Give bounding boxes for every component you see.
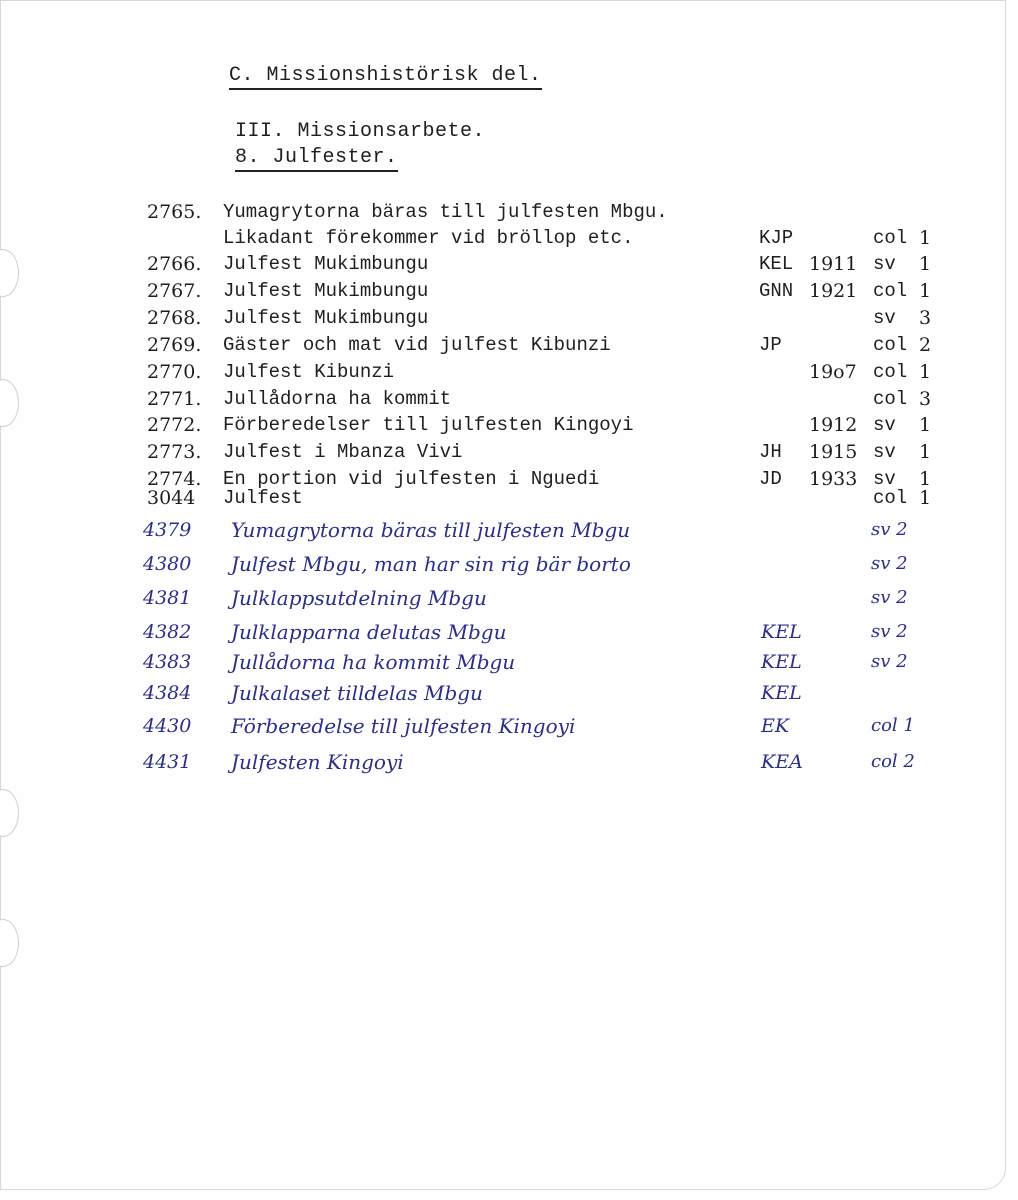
entry-language: col <box>873 361 908 383</box>
handwritten-signature: KEL <box>761 682 802 704</box>
entry-text: Julfest Kibunzi <box>223 361 395 383</box>
handwritten-text: Julklapparna delutas Mbgu <box>231 620 507 644</box>
entry-year: 1911 <box>809 253 858 275</box>
section-heading: C. Missionshistörisk del. <box>229 65 542 90</box>
entry-count: 1 <box>919 361 932 383</box>
handwritten-code: sv 2 <box>871 651 908 672</box>
handwritten-number: 4430 <box>143 715 192 737</box>
handwritten-code: sv 2 <box>871 621 908 642</box>
handwritten-code: sv 2 <box>871 553 908 574</box>
handwritten-row <box>1 709 1007 743</box>
entry-year: 1915 <box>809 441 858 463</box>
entry-count: 1 <box>919 441 932 463</box>
entry-language: col <box>873 280 908 302</box>
entry-number: 2769. <box>147 334 202 356</box>
entry-count: 1 <box>919 253 932 275</box>
entry-language: sv <box>873 468 896 490</box>
entry-text: Yumagrytorna bäras till julfesten Mbgu. <box>223 201 668 223</box>
handwritten-row <box>1 745 1007 779</box>
entry-number: 2765. <box>147 201 202 223</box>
entry-count: 1 <box>919 487 932 509</box>
entry-text: Julfest Mukimbungu <box>223 253 429 275</box>
entry-count: 1 <box>919 414 932 436</box>
entry-number: 2773. <box>147 441 202 463</box>
entry-signature: KJP <box>759 227 794 249</box>
entry-signature: JP <box>759 334 782 356</box>
entry-row <box>1 251 1007 277</box>
entry-language: sv <box>873 253 896 275</box>
handwritten-text: Yumagrytorna bäras till julfesten Mbgu <box>231 518 631 542</box>
handwritten-text: Julkalaset tilldelas Mbgu <box>231 681 483 705</box>
entry-count: 1 <box>919 468 932 490</box>
handwritten-number: 4379 <box>143 519 192 541</box>
entry-row <box>1 305 1007 331</box>
handwritten-code: sv 2 <box>871 519 908 540</box>
entry-text: Julfest Mukimbungu <box>223 307 429 329</box>
handwritten-signature: KEL <box>761 651 802 673</box>
entry-text: Julfest i Mbanza Vivi <box>223 441 463 463</box>
entry-number: 2774. <box>147 468 202 490</box>
entry-number: 3044 <box>147 487 196 509</box>
punch-hole <box>0 919 19 967</box>
handwritten-text: Julklappsutdelning Mbgu <box>231 586 487 610</box>
handwritten-row <box>1 645 1007 679</box>
entry-count: 1 <box>919 227 932 249</box>
handwritten-row <box>1 581 1007 615</box>
entry-count: 1 <box>919 280 932 302</box>
entry-year: 1921 <box>809 280 858 302</box>
entry-signature: JD <box>759 468 782 490</box>
entry-row <box>1 439 1007 465</box>
handwritten-signature: KEL <box>761 621 802 643</box>
entry-language: sv <box>873 414 896 436</box>
entry-text: Likadant förekommer vid bröllop etc. <box>223 227 634 249</box>
entry-year: 19o7 <box>809 361 857 383</box>
handwritten-number: 4431 <box>143 751 192 773</box>
subsection-heading: III. Missionsarbete. <box>235 120 486 143</box>
entry-count: 3 <box>919 307 932 329</box>
handwritten-code: col 2 <box>871 751 915 772</box>
entry-count: 2 <box>919 334 932 356</box>
handwritten-number: 4384 <box>143 682 192 704</box>
entry-row <box>1 225 1007 251</box>
handwritten-number: 4380 <box>143 553 192 575</box>
entry-row <box>1 386 1007 412</box>
entry-text: En portion vid julfesten i Nguedi <box>223 468 600 490</box>
handwritten-row <box>1 615 1007 649</box>
entry-language: sv <box>873 307 896 329</box>
entry-year: 1933 <box>809 468 858 490</box>
entry-language: col <box>873 334 908 356</box>
handwritten-text: Jullådorna ha kommit Mbgu <box>231 650 516 674</box>
entry-row <box>1 199 1007 225</box>
entry-year: 1912 <box>809 414 858 436</box>
handwritten-row <box>1 547 1007 581</box>
entry-signature: KEL <box>759 253 794 275</box>
entry-text: Jullådorna ha kommit <box>223 388 452 410</box>
entry-row <box>1 485 1007 511</box>
handwritten-text: Julfesten Kingoyi <box>231 750 404 774</box>
entry-text: Förberedelser till julfesten Kingoyi <box>223 414 634 436</box>
entry-number: 2767. <box>147 280 202 302</box>
handwritten-text: Förberedelse till julfesten Kingoyi <box>231 714 576 738</box>
entry-language: col <box>873 227 908 249</box>
handwritten-number: 4383 <box>143 651 192 673</box>
handwritten-signature: KEA <box>761 751 803 773</box>
handwritten-number: 4381 <box>143 587 192 609</box>
entry-row <box>1 359 1007 385</box>
entry-signature: GNN <box>759 280 794 302</box>
handwritten-number: 4382 <box>143 621 192 643</box>
entry-number: 2770. <box>147 361 202 383</box>
entry-number: 2771. <box>147 388 202 410</box>
entry-signature: JH <box>759 441 782 463</box>
handwritten-text: Julfest Mbgu, man har sin rig bär borto <box>231 552 631 576</box>
entry-text: Gäster och mat vid julfest Kibunzi <box>223 334 611 356</box>
topic-heading: 8. Julfester. <box>235 147 398 172</box>
entry-number: 2768. <box>147 307 202 329</box>
entry-row <box>1 278 1007 304</box>
handwritten-row <box>1 513 1007 547</box>
handwritten-code: col 1 <box>871 715 915 736</box>
entry-language: col <box>873 388 908 410</box>
entry-text: Julfest <box>223 487 303 509</box>
entry-language: sv <box>873 441 896 463</box>
entry-number: 2772. <box>147 414 202 436</box>
punch-hole <box>0 789 19 837</box>
entry-row <box>1 332 1007 358</box>
entry-row <box>1 412 1007 438</box>
entry-count: 3 <box>919 388 932 410</box>
handwritten-signature: EK <box>761 715 790 737</box>
handwritten-row <box>1 676 1007 710</box>
entry-number: 2766. <box>147 253 202 275</box>
entry-text: Julfest Mukimbungu <box>223 280 429 302</box>
handwritten-code: sv 2 <box>871 587 908 608</box>
entry-language: col <box>873 487 908 509</box>
